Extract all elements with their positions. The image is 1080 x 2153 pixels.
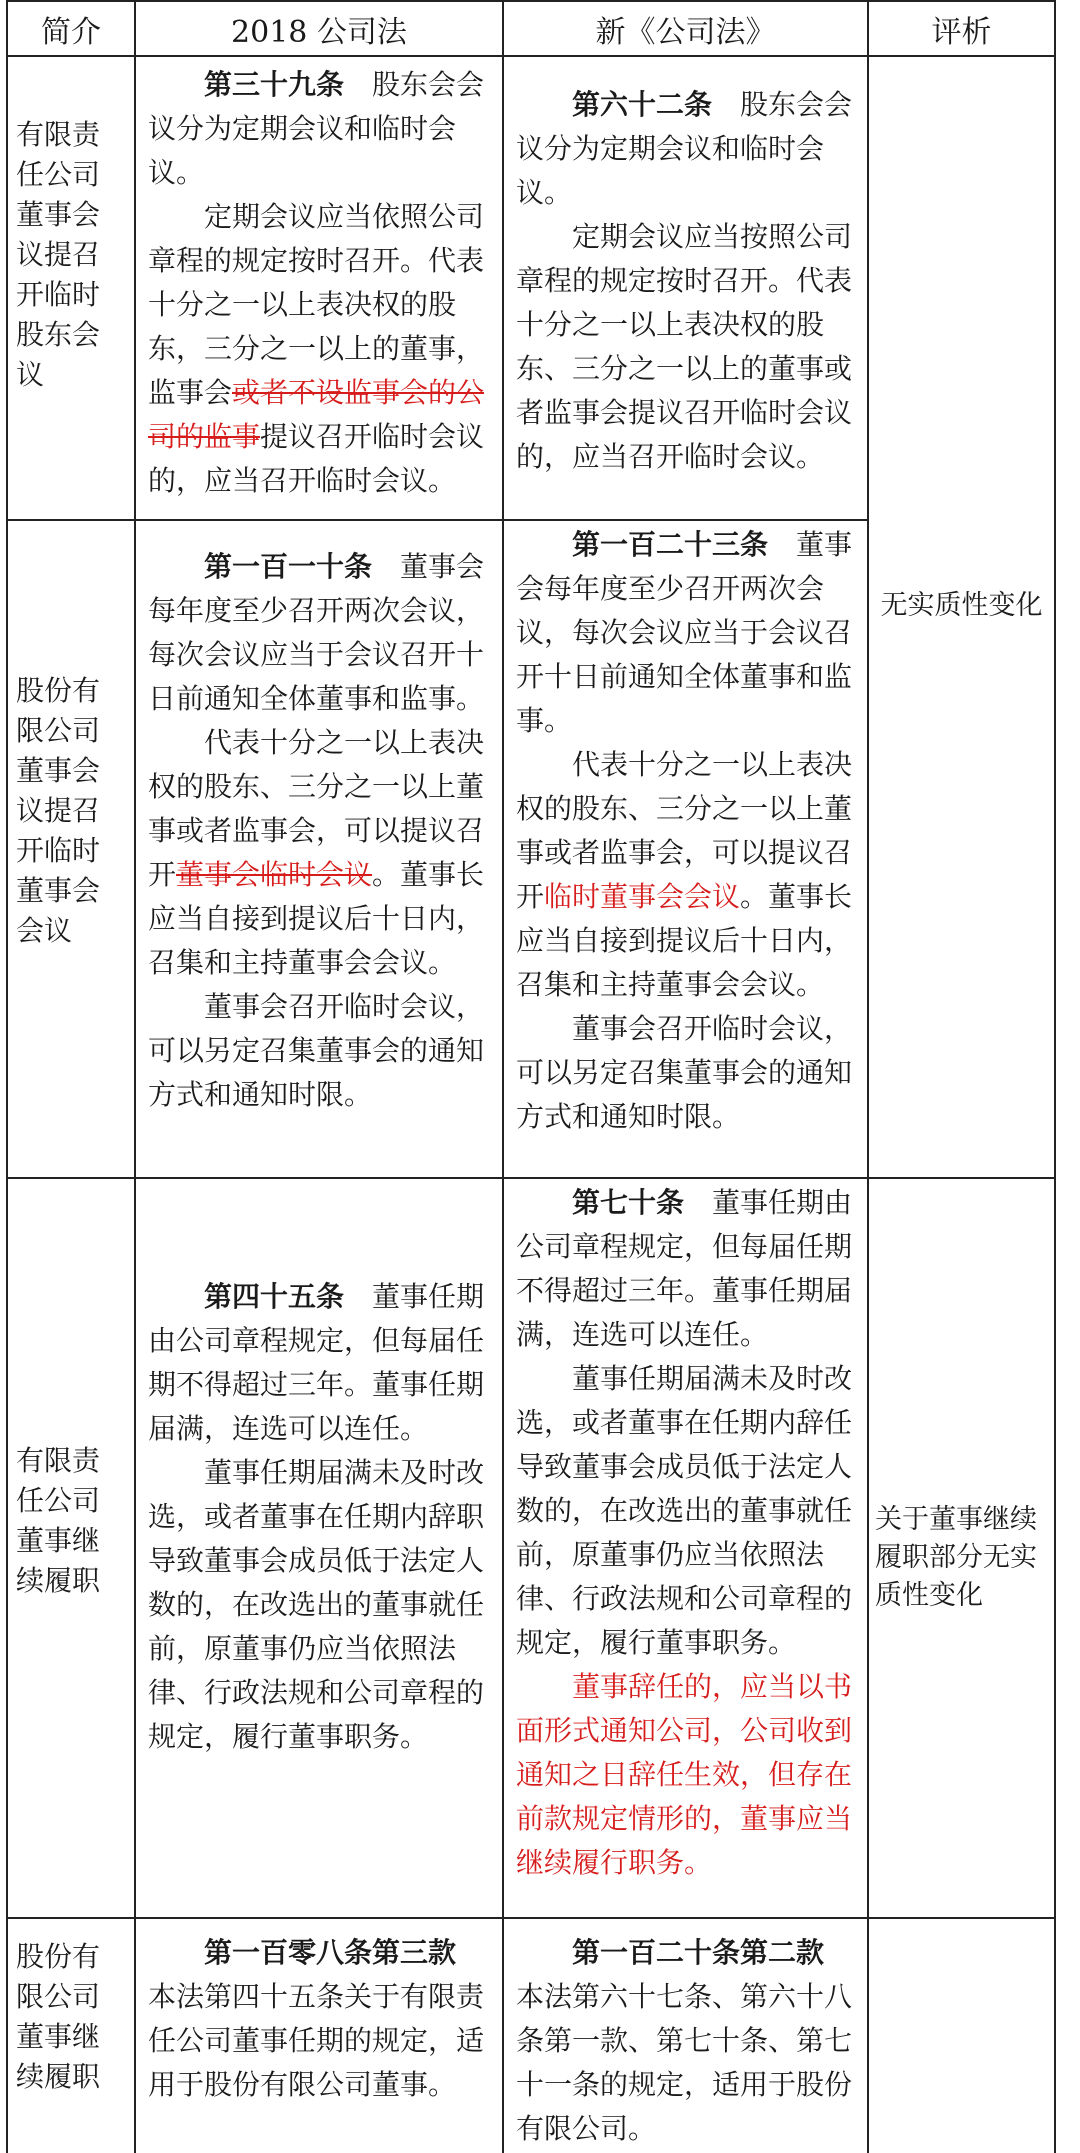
summary-text: 股份有限公司董事会议提召开临时董事会会议 (16, 674, 101, 947)
commentary-cell (869, 1179, 1054, 1917)
article-paragraph (516, 1931, 855, 2151)
article-paragraph (148, 985, 490, 1117)
new-article-cell (504, 1179, 867, 1917)
added-text: 临时董事会会议 (544, 880, 741, 913)
article-text: 代表十分之一以上表决权的股东、三分之一以上董事或者监事会，可以提议召开 (516, 748, 853, 913)
article-paragraph (516, 1181, 855, 1357)
article-text: 董事任期届满未及时改选，或者董事在任期内辞职导致董事会成员低于法定人数的，在改选出的董事就任前，原董事仍应当依照法律、行政法规和公司章程的规定，履行董事职务。 (148, 1456, 485, 1753)
article-number: 第三十九条 (204, 68, 345, 101)
article-text: 股东会会议分为定期会议和临时会议。 (148, 68, 485, 189)
header-2018-law: 2018 公司法 (231, 14, 407, 50)
article-paragraph (516, 1357, 855, 1665)
deleted-text: 或者不设监事会的公司的监事 (148, 376, 485, 453)
article-text: 董事会召开临时会议，可以另定召集董事会的通知方式和通知时限。 (516, 1012, 853, 1133)
article-paragraph (516, 523, 855, 743)
article-number: 第一百二十条第二款 (572, 1936, 825, 1969)
commentary-cell (869, 57, 1054, 1177)
article-paragraph (148, 545, 490, 721)
article-text: 董事会每年度至少召开两次会议，每次会议应当于会议召开十日前通知全体董事和监事。 (148, 550, 485, 715)
summary-text: 有限责任公司董事会议提召开临时股东会议 (16, 118, 101, 391)
article-number: 第六十二条 (572, 88, 713, 121)
article-paragraph (148, 63, 490, 195)
comparison-table (6, 0, 1056, 2153)
article-number: 第一百零八条第三款 (204, 1936, 457, 1969)
article-paragraph (148, 1451, 490, 1759)
article-text: 董事任期由公司章程规定，但每届任期不得超过三年。董事任期届满，连选可以连任。 (516, 1186, 853, 1351)
article-text: 股东会会议分为定期会议和临时会议。 (516, 88, 853, 209)
article-paragraph (516, 743, 855, 1007)
header-commentary: 评析 (931, 14, 992, 50)
article-paragraph (148, 721, 490, 985)
article-paragraph (148, 1275, 490, 1451)
article-text: 董事会每年度至少召开两次会议，每次会议应当于会议召开十日前通知全体董事和监事。 (516, 528, 853, 737)
header-new-law: 新《公司法》 (595, 14, 776, 50)
article-text: 董事任期届满未及时改选，或者董事在任期内辞任导致董事会成员低于法定人数的，在改选出的董事就任前，原董事仍应当依照法律、行政法规和公司章程的规定，履行董事职务。 (516, 1362, 853, 1659)
article-number: 第一百一十条 (204, 550, 373, 583)
article-text: 定期会议应当按照公司章程的规定按时召开。代表十分之一以上表决权的股东、三分之一以上的董事或者监事会提议召开临时会议的，应当召开临时会议。 (516, 220, 853, 473)
summary-text: 股份有限公司董事继续履职 (16, 1940, 101, 2093)
new-article-cell (504, 521, 867, 1177)
article-text: 定期会议应当依照公司章程的规定按时召开。代表十分之一以上表决权的股东，三分之一以上的董事，监事会 (148, 200, 485, 409)
article-text: 本法第六十七条、第六十八条第一款、第七十条、第七十一条的规定，适用于股份有限公司。 (516, 1936, 853, 2145)
summary-text: 有限责任公司董事继续履职 (16, 1444, 101, 1597)
article-paragraph (148, 195, 490, 503)
article-text: 代表十分之一以上表决权的股东、三分之一以上董事或者监事会，可以提议召开 (148, 726, 485, 891)
new-article-cell (504, 57, 867, 519)
commentary-text: 无实质性变化 (880, 590, 1043, 621)
old-article-cell (136, 57, 502, 519)
summary-cell (8, 1179, 134, 1917)
old-article-cell (136, 1919, 502, 2153)
article-text: 董事会召开临时会议，可以另定召集董事会的通知方式和通知时限。 (148, 990, 485, 1111)
article-text: 提议召开临时会议的，应当召开临时会议。 (148, 420, 485, 497)
summary-cell (8, 521, 134, 1177)
article-number: 第一百二十三条 (572, 528, 769, 561)
new-article-cell (504, 1919, 867, 2153)
article-text: 董事任期由公司章程规定，但每届任期不得超过三年。董事任期届满，连选可以连任。 (148, 1280, 485, 1445)
article-number: 第七十条 (572, 1186, 685, 1219)
header-summary: 简介 (41, 14, 101, 50)
summary-cell (8, 1919, 134, 2153)
article-paragraph (516, 83, 855, 215)
added-text: 董事辞任的，应当以书面形式通知公司，公司收到通知之日辞任生效，但存在前款规定情形的，董事应当继续履行职务。 (516, 1670, 853, 1879)
old-article-cell (136, 1179, 502, 1917)
deleted-text: 董事会临时会议 (176, 858, 373, 891)
article-text: 。董事长应当自接到提议后十日内，召集和主持董事会会议。 (148, 858, 485, 979)
old-article-cell (136, 521, 502, 1177)
article-text: 。董事长应当自接到提议后十日内，召集和主持董事会会议。 (516, 880, 853, 1001)
commentary-text: 关于董事继续履职部分无实质性变化 (875, 1504, 1037, 1611)
summary-cell (8, 57, 134, 519)
article-paragraph (516, 1007, 855, 1139)
article-paragraph (516, 1665, 855, 1885)
article-number: 第四十五条 (204, 1280, 345, 1313)
article-text: 本法第四十五条关于有限责任公司董事任期的规定，适用于股份有限公司董事。 (148, 1936, 485, 2101)
article-paragraph (516, 215, 855, 479)
article-paragraph (148, 1931, 490, 2107)
